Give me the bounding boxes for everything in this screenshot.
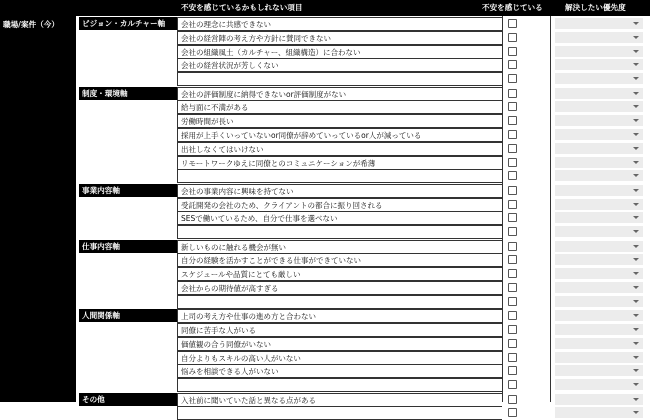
priority-dropdown[interactable] bbox=[555, 199, 643, 210]
priority-dropdown[interactable] bbox=[555, 338, 643, 349]
chevron-down-icon bbox=[633, 411, 639, 414]
priority-dropdown[interactable] bbox=[555, 32, 643, 43]
category-label: ビジョン・カルチャー軸 bbox=[82, 19, 166, 28]
anxious-column-header: 不安を感じている bbox=[482, 3, 543, 12]
item-row-text: 悩みを相談できる人がいない bbox=[177, 364, 502, 378]
anxious-checkbox[interactable] bbox=[508, 353, 517, 362]
chevron-down-icon bbox=[633, 314, 639, 317]
items-column-header: 不安を感じているかもしれない項目 bbox=[181, 3, 303, 12]
item-row-text: 給与面に不満がある bbox=[177, 100, 502, 114]
category-label: 制度・環境軸 bbox=[82, 88, 128, 98]
chevron-down-icon bbox=[633, 245, 639, 248]
item-row-text: 上司の考え方や仕事の進め方と合わない bbox=[177, 309, 502, 323]
priority-dropdown[interactable] bbox=[555, 379, 643, 390]
priority-dropdown[interactable] bbox=[555, 394, 643, 405]
item-row-text: SESで働いているため、自分で仕事を選べない bbox=[177, 211, 502, 225]
item-row-text: 自分よりもスキルの高い人がいない bbox=[177, 351, 502, 365]
item-row-text bbox=[177, 169, 502, 183]
item-row-text: 会社の理念に共感できない bbox=[177, 17, 502, 31]
priority-dropdown[interactable] bbox=[555, 59, 643, 70]
anxious-checkbox[interactable] bbox=[508, 311, 517, 320]
anxious-checkbox[interactable] bbox=[508, 171, 517, 180]
chevron-down-icon bbox=[633, 77, 639, 80]
category-label: 事業内容軸 bbox=[82, 185, 120, 195]
anxious-checkbox[interactable] bbox=[508, 213, 517, 222]
anxious-checkbox[interactable] bbox=[508, 47, 517, 56]
item-row-text: 同僚に苦手な人がいる bbox=[177, 323, 502, 337]
chevron-down-icon bbox=[633, 63, 639, 66]
anxious-checkbox[interactable] bbox=[508, 269, 517, 278]
chevron-down-icon bbox=[633, 189, 639, 192]
anxious-checkbox[interactable] bbox=[508, 102, 517, 111]
priority-dropdown[interactable] bbox=[555, 157, 643, 168]
chevron-down-icon bbox=[633, 356, 639, 359]
anxious-checkbox[interactable] bbox=[508, 297, 517, 306]
chevron-down-icon bbox=[633, 369, 639, 372]
item-row-text: 入社前に聞いていた話と異なる点がある bbox=[177, 393, 502, 407]
item-row-text bbox=[177, 225, 502, 239]
main-category-cell bbox=[0, 16, 76, 402]
item-row-text bbox=[177, 406, 502, 420]
chevron-down-icon bbox=[633, 36, 639, 39]
item-row-text: リモートワークゆえに同僚とのコミュニケーションが希薄 bbox=[177, 156, 502, 170]
item-row-text: 新しいものに触れる機会が無い bbox=[177, 240, 502, 254]
item-row-text: 出社しなくてはいけない bbox=[177, 142, 502, 156]
item-row-text: 採用が上手くいっていないor同僚が辞めていっているor人が減っている bbox=[177, 128, 502, 142]
anxious-checkbox[interactable] bbox=[508, 33, 517, 42]
anxious-checkbox[interactable] bbox=[508, 339, 517, 348]
anxious-checkbox[interactable] bbox=[508, 242, 517, 251]
column-divider bbox=[550, 16, 551, 402]
item-row-text: スケジュールや品質にとても厳しい bbox=[177, 267, 502, 281]
anxious-checkbox[interactable] bbox=[508, 158, 517, 167]
chevron-down-icon bbox=[633, 230, 639, 233]
item-row-text bbox=[177, 72, 502, 86]
anxious-checkbox[interactable] bbox=[508, 200, 517, 209]
item-row-text: 会社の組織風土（カルチャー、組織構造）に合わない bbox=[177, 45, 502, 59]
category-label: その他 bbox=[82, 394, 105, 404]
priority-dropdown[interactable] bbox=[555, 129, 643, 140]
anxious-checkbox[interactable] bbox=[508, 186, 517, 195]
anxious-checkbox[interactable] bbox=[508, 116, 517, 125]
item-row-text: 会社の経営状況が芳しくない bbox=[177, 58, 502, 72]
header-bar bbox=[0, 0, 650, 16]
priority-dropdown[interactable] bbox=[555, 268, 643, 279]
anxious-checkbox[interactable] bbox=[508, 395, 517, 404]
anxious-checkbox[interactable] bbox=[508, 283, 517, 292]
chevron-down-icon bbox=[633, 22, 639, 25]
anxious-checkbox[interactable] bbox=[508, 19, 517, 28]
chevron-down-icon bbox=[633, 161, 639, 164]
priority-dropdown[interactable] bbox=[555, 296, 643, 307]
priority-dropdown[interactable] bbox=[555, 18, 643, 29]
priority-dropdown[interactable] bbox=[555, 143, 643, 154]
anxious-checkbox[interactable] bbox=[508, 325, 517, 334]
priority-dropdown[interactable] bbox=[555, 212, 643, 223]
anxious-checkbox[interactable] bbox=[508, 130, 517, 139]
priority-dropdown[interactable] bbox=[555, 46, 643, 57]
priority-dropdown[interactable] bbox=[555, 282, 643, 293]
chevron-down-icon bbox=[633, 92, 639, 95]
chevron-down-icon bbox=[633, 216, 639, 219]
chevron-down-icon bbox=[633, 383, 639, 386]
priority-dropdown[interactable] bbox=[555, 407, 643, 418]
item-row-text: 価値観の合う同僚がいない bbox=[177, 337, 502, 351]
anxious-checkbox[interactable] bbox=[508, 89, 517, 98]
chevron-down-icon bbox=[633, 300, 639, 303]
priority-dropdown[interactable] bbox=[555, 170, 643, 181]
main-category-label: 職場/案件（今） bbox=[3, 20, 59, 29]
priority-dropdown[interactable] bbox=[555, 101, 643, 112]
priority-dropdown[interactable] bbox=[555, 352, 643, 363]
category-label: 仕事内容軸 bbox=[82, 241, 120, 251]
chevron-down-icon bbox=[633, 105, 639, 108]
item-row-text bbox=[177, 378, 502, 392]
item-row-text: 受託開発の会社のため、クライアントの都合に振り回される bbox=[177, 198, 502, 212]
chevron-down-icon bbox=[633, 133, 639, 136]
chevron-down-icon bbox=[633, 258, 639, 261]
chevron-down-icon bbox=[633, 50, 639, 53]
item-row-text bbox=[177, 295, 502, 309]
priority-dropdown[interactable] bbox=[555, 254, 643, 265]
anxious-checkbox[interactable] bbox=[508, 60, 517, 69]
item-row-text: 会社の経営陣の考え方や方針に賛同できない bbox=[177, 31, 502, 45]
chevron-down-icon bbox=[633, 147, 639, 150]
category-label: 人間関係軸 bbox=[82, 311, 120, 321]
chevron-down-icon bbox=[633, 119, 639, 122]
chevron-down-icon bbox=[633, 342, 639, 345]
priority-column-header: 解決したい優先度 bbox=[565, 3, 626, 12]
chevron-down-icon bbox=[633, 398, 639, 401]
priority-dropdown[interactable] bbox=[555, 226, 643, 237]
item-row-text: 会社の評価制度に納得できないor評価制度がない bbox=[177, 87, 502, 101]
item-row-text: 自分の経験を活かすことができる仕事ができていない bbox=[177, 253, 502, 267]
chevron-down-icon bbox=[633, 328, 639, 331]
priority-dropdown[interactable] bbox=[555, 241, 643, 252]
priority-dropdown[interactable] bbox=[555, 324, 643, 335]
anxious-checkbox[interactable] bbox=[508, 255, 517, 264]
anxious-checkbox[interactable] bbox=[508, 74, 517, 83]
item-row-text: 労働時間が長い bbox=[177, 114, 502, 128]
chevron-down-icon bbox=[633, 286, 639, 289]
priority-dropdown[interactable] bbox=[555, 73, 643, 84]
priority-dropdown[interactable] bbox=[555, 88, 643, 99]
priority-dropdown[interactable] bbox=[555, 365, 643, 376]
item-row-text: 会社からの期待値が高すぎる bbox=[177, 281, 502, 295]
anxious-checkbox[interactable] bbox=[508, 408, 517, 417]
chevron-down-icon bbox=[633, 174, 639, 177]
priority-dropdown[interactable] bbox=[555, 115, 643, 126]
priority-dropdown[interactable] bbox=[555, 310, 643, 321]
column-divider bbox=[502, 16, 503, 402]
anxious-checkbox[interactable] bbox=[508, 227, 517, 236]
chevron-down-icon bbox=[633, 203, 639, 206]
chevron-down-icon bbox=[633, 272, 639, 275]
item-row-text: 会社の事業内容に興味を持てない bbox=[177, 184, 502, 198]
anxious-checkbox[interactable] bbox=[508, 366, 517, 375]
anxious-checkbox[interactable] bbox=[508, 144, 517, 153]
priority-dropdown[interactable] bbox=[555, 185, 643, 196]
anxious-checkbox[interactable] bbox=[508, 380, 517, 389]
